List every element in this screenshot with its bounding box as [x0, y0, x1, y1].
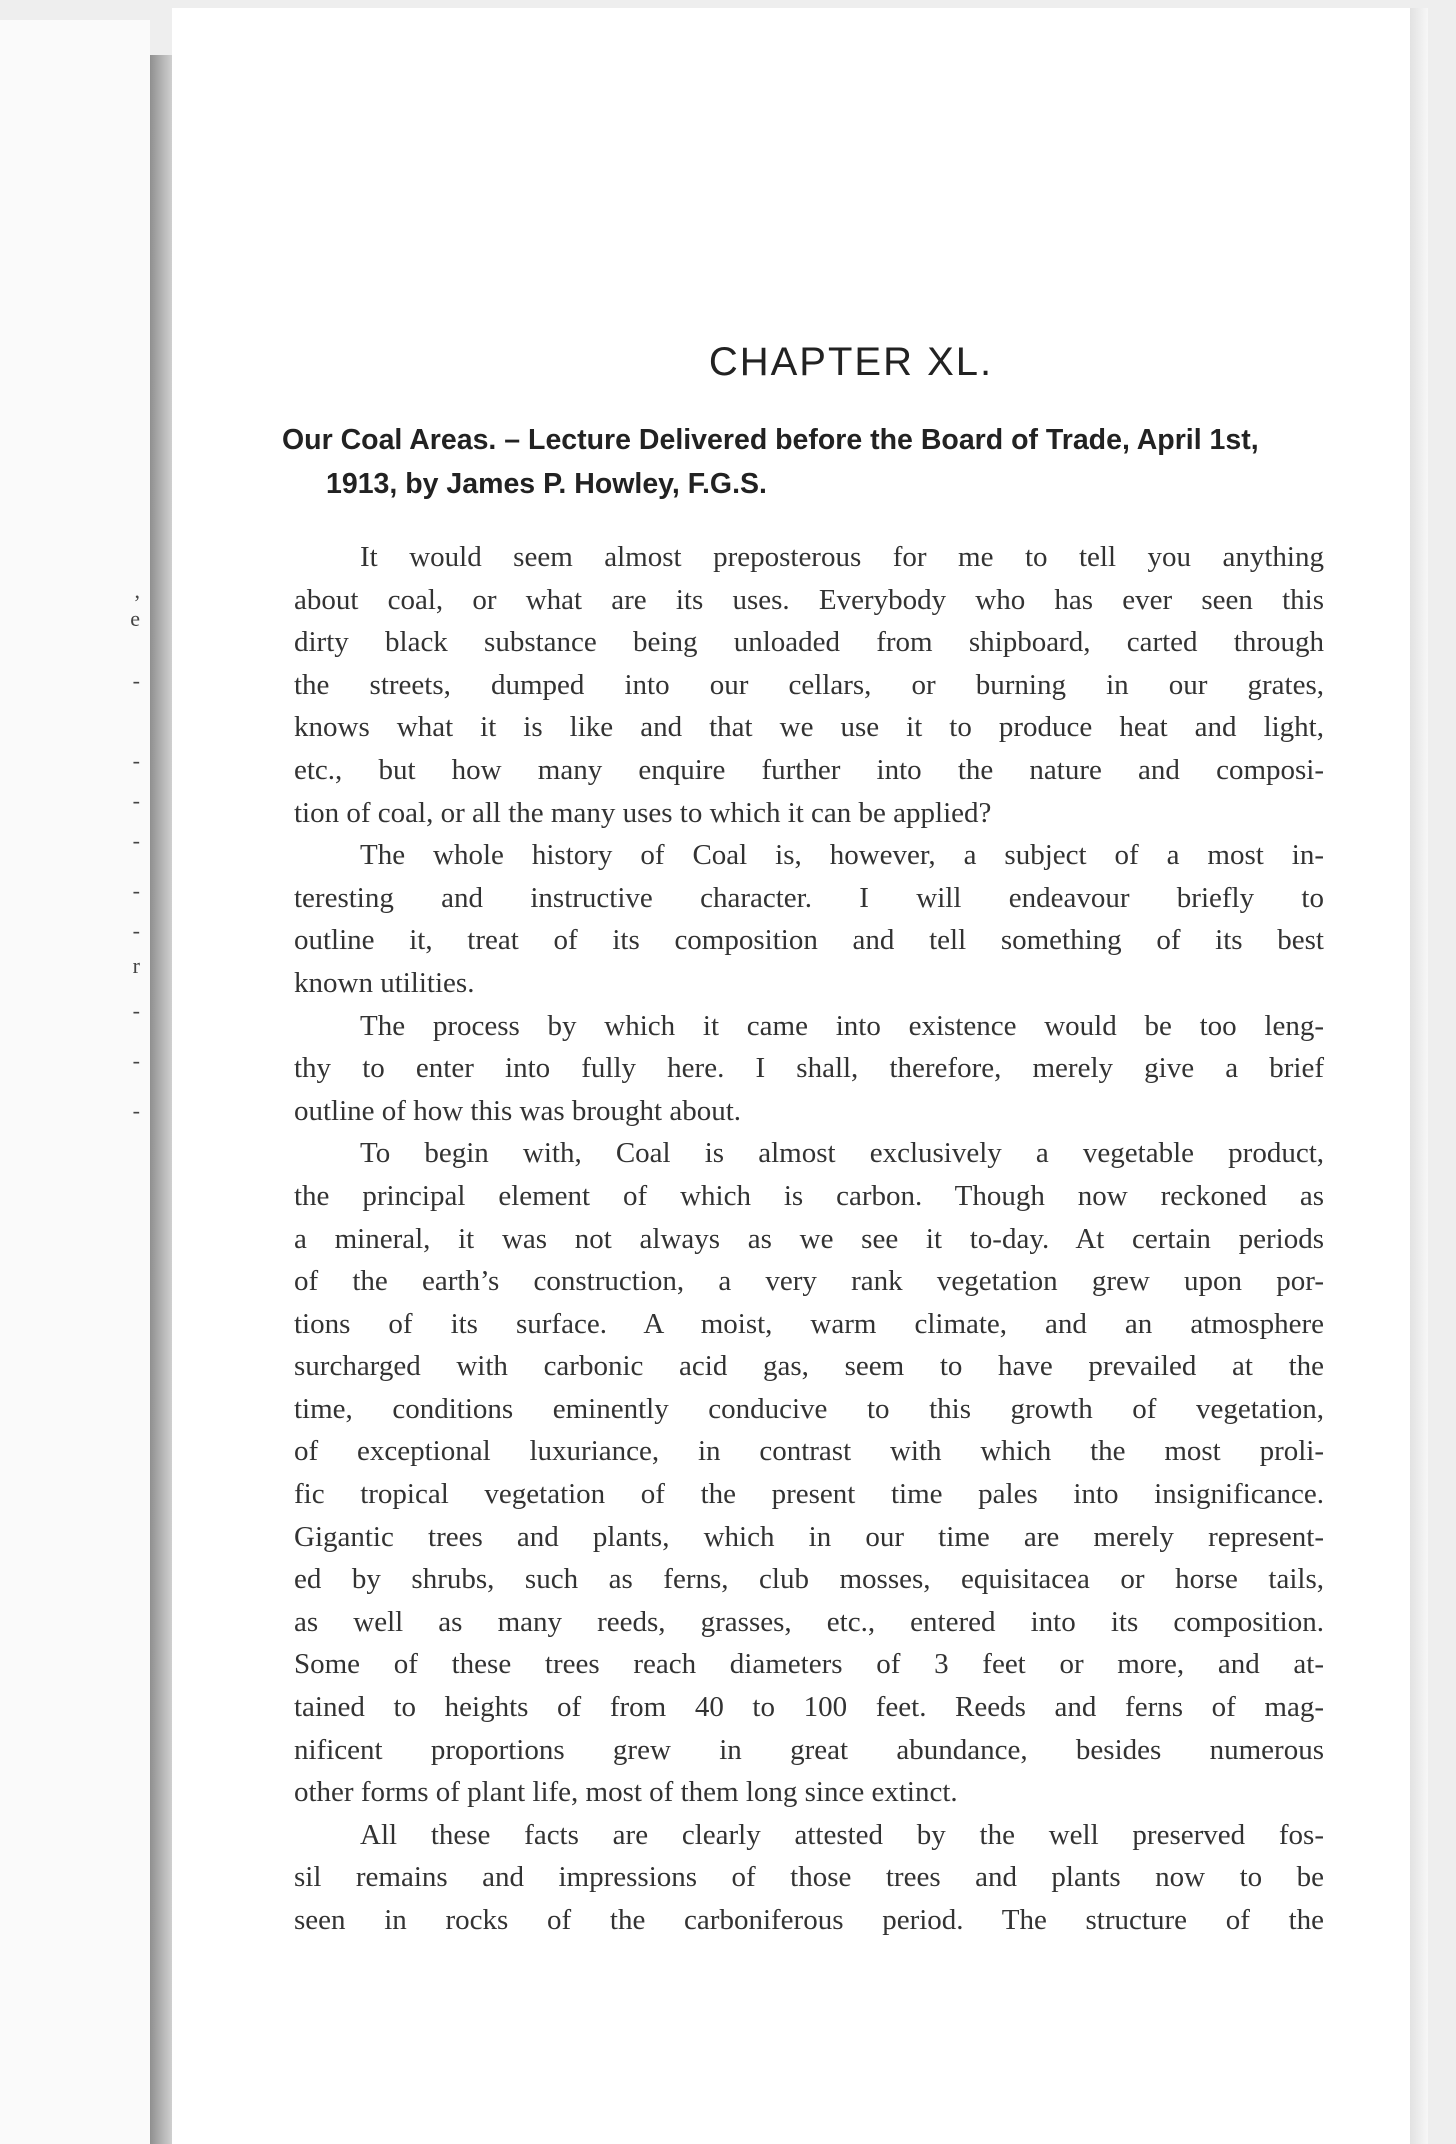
body-text	[294, 536, 1324, 1942]
text-line: It would seem almost preposterous for me to tell you anything	[360, 541, 1324, 573]
margin-fragment: r	[132, 953, 140, 978]
text-line: dirty black substance being unloaded from shipboard, carted through	[294, 626, 1324, 659]
facing-page	[0, 20, 150, 2144]
margin-fragment: -	[132, 748, 140, 773]
text-line: of the earth’s construction, a very rank vegetation grew upon por-	[294, 1265, 1324, 1298]
margin-fragment: -	[132, 828, 140, 853]
text-line: All these facts are clearly attested by the well preserved fos-	[360, 1818, 1324, 1851]
text-line: tions of its surface. A moist, warm climate, and an atmosphere	[294, 1307, 1324, 1340]
margin-fragment: -	[132, 788, 140, 813]
text-line: outline of how this was brought about.	[294, 1094, 742, 1127]
margin-fragment: ,	[134, 578, 140, 603]
text-line: etc., but how many enquire further into the nature and composi-	[294, 753, 1324, 786]
text-line: about coal, or what are its uses. Everybody who has ever seen this	[294, 583, 1324, 616]
text-line: fic tropical vegetation of the present time pales into insignificance.	[294, 1478, 1324, 1511]
text-line: The process by which it came into existence would be too leng-	[360, 1009, 1324, 1042]
text-line: seen in rocks of the carboniferous period. The structure of the	[294, 1904, 1324, 1936]
text-line: of exceptional luxuriance, in contrast with which the most proli-	[294, 1435, 1324, 1468]
page-edge	[1410, 8, 1428, 2144]
text-line: known utilities.	[294, 966, 475, 999]
text-line: knows what it is like and that we use it to produce heat and light,	[294, 711, 1324, 744]
text-line: surcharged with carbonic acid gas, seem to have prevailed at the	[294, 1350, 1324, 1383]
text-line: time, conditions eminently conducive to this growth of vegetation,	[294, 1392, 1324, 1425]
text-line: The whole history of Coal is, however, a subject of a most in-	[360, 839, 1324, 872]
text-line: outline it, treat of its composition and tell something of its best	[294, 924, 1324, 957]
text-line: sil remains and impressions of those trees and plants now to be	[294, 1861, 1324, 1894]
book-page	[172, 8, 1410, 2144]
text-line: ed by shrubs, such as ferns, club mosses, equisitacea or horse tails,	[294, 1563, 1324, 1596]
text-line: nificent proportions grew in great abundance, besides numerous	[294, 1733, 1324, 1766]
text-line: a mineral, it was not always as we see it to-day. At certain periods	[294, 1222, 1324, 1255]
lecture-title: Our Coal Areas. – Lecture Delivered before the Board of Trade, April 1st, 1913, by James P. Howley, F.G.S.	[282, 424, 1259, 500]
text-line: other forms of plant life, most of them long since extinct.	[294, 1776, 958, 1809]
text-line: the principal element of which is carbon. Though now reckoned as	[294, 1179, 1324, 1212]
text-line: as well as many reeds, grasses, etc., entered into its composition.	[294, 1605, 1324, 1638]
chapter-heading: CHAPTER XL.	[708, 340, 994, 384]
text-line: Gigantic trees and plants, which in our time are merely represent-	[294, 1520, 1324, 1553]
text-line: To begin with, Coal is almost exclusively a vegetable product,	[360, 1137, 1324, 1170]
text-line: tained to heights of from 40 to 100 feet. Reeds and ferns of mag-	[294, 1691, 1324, 1724]
margin-fragment: -	[132, 998, 140, 1023]
text-line: teresting and instructive character. I will endeavour briefly to	[294, 881, 1324, 914]
text-line: thy to enter into fully here. I shall, therefore, merely give a brief	[294, 1052, 1324, 1085]
margin-fragment: -	[132, 878, 140, 903]
text-line: Some of these trees reach diameters of 3 feet or more, and at-	[294, 1648, 1324, 1681]
margin-fragment: -	[132, 1048, 140, 1073]
margin-fragment: -	[132, 668, 140, 693]
text-line: tion of coal, or all the many uses to which it can be applied?	[294, 796, 992, 829]
book-gutter	[150, 55, 172, 2144]
margin-fragment: e	[130, 606, 140, 631]
margin-fragment: -	[132, 1098, 140, 1123]
text-line: the streets, dumped into our cellars, or burning in our grates,	[294, 668, 1324, 701]
margin-fragment: -	[132, 918, 140, 943]
